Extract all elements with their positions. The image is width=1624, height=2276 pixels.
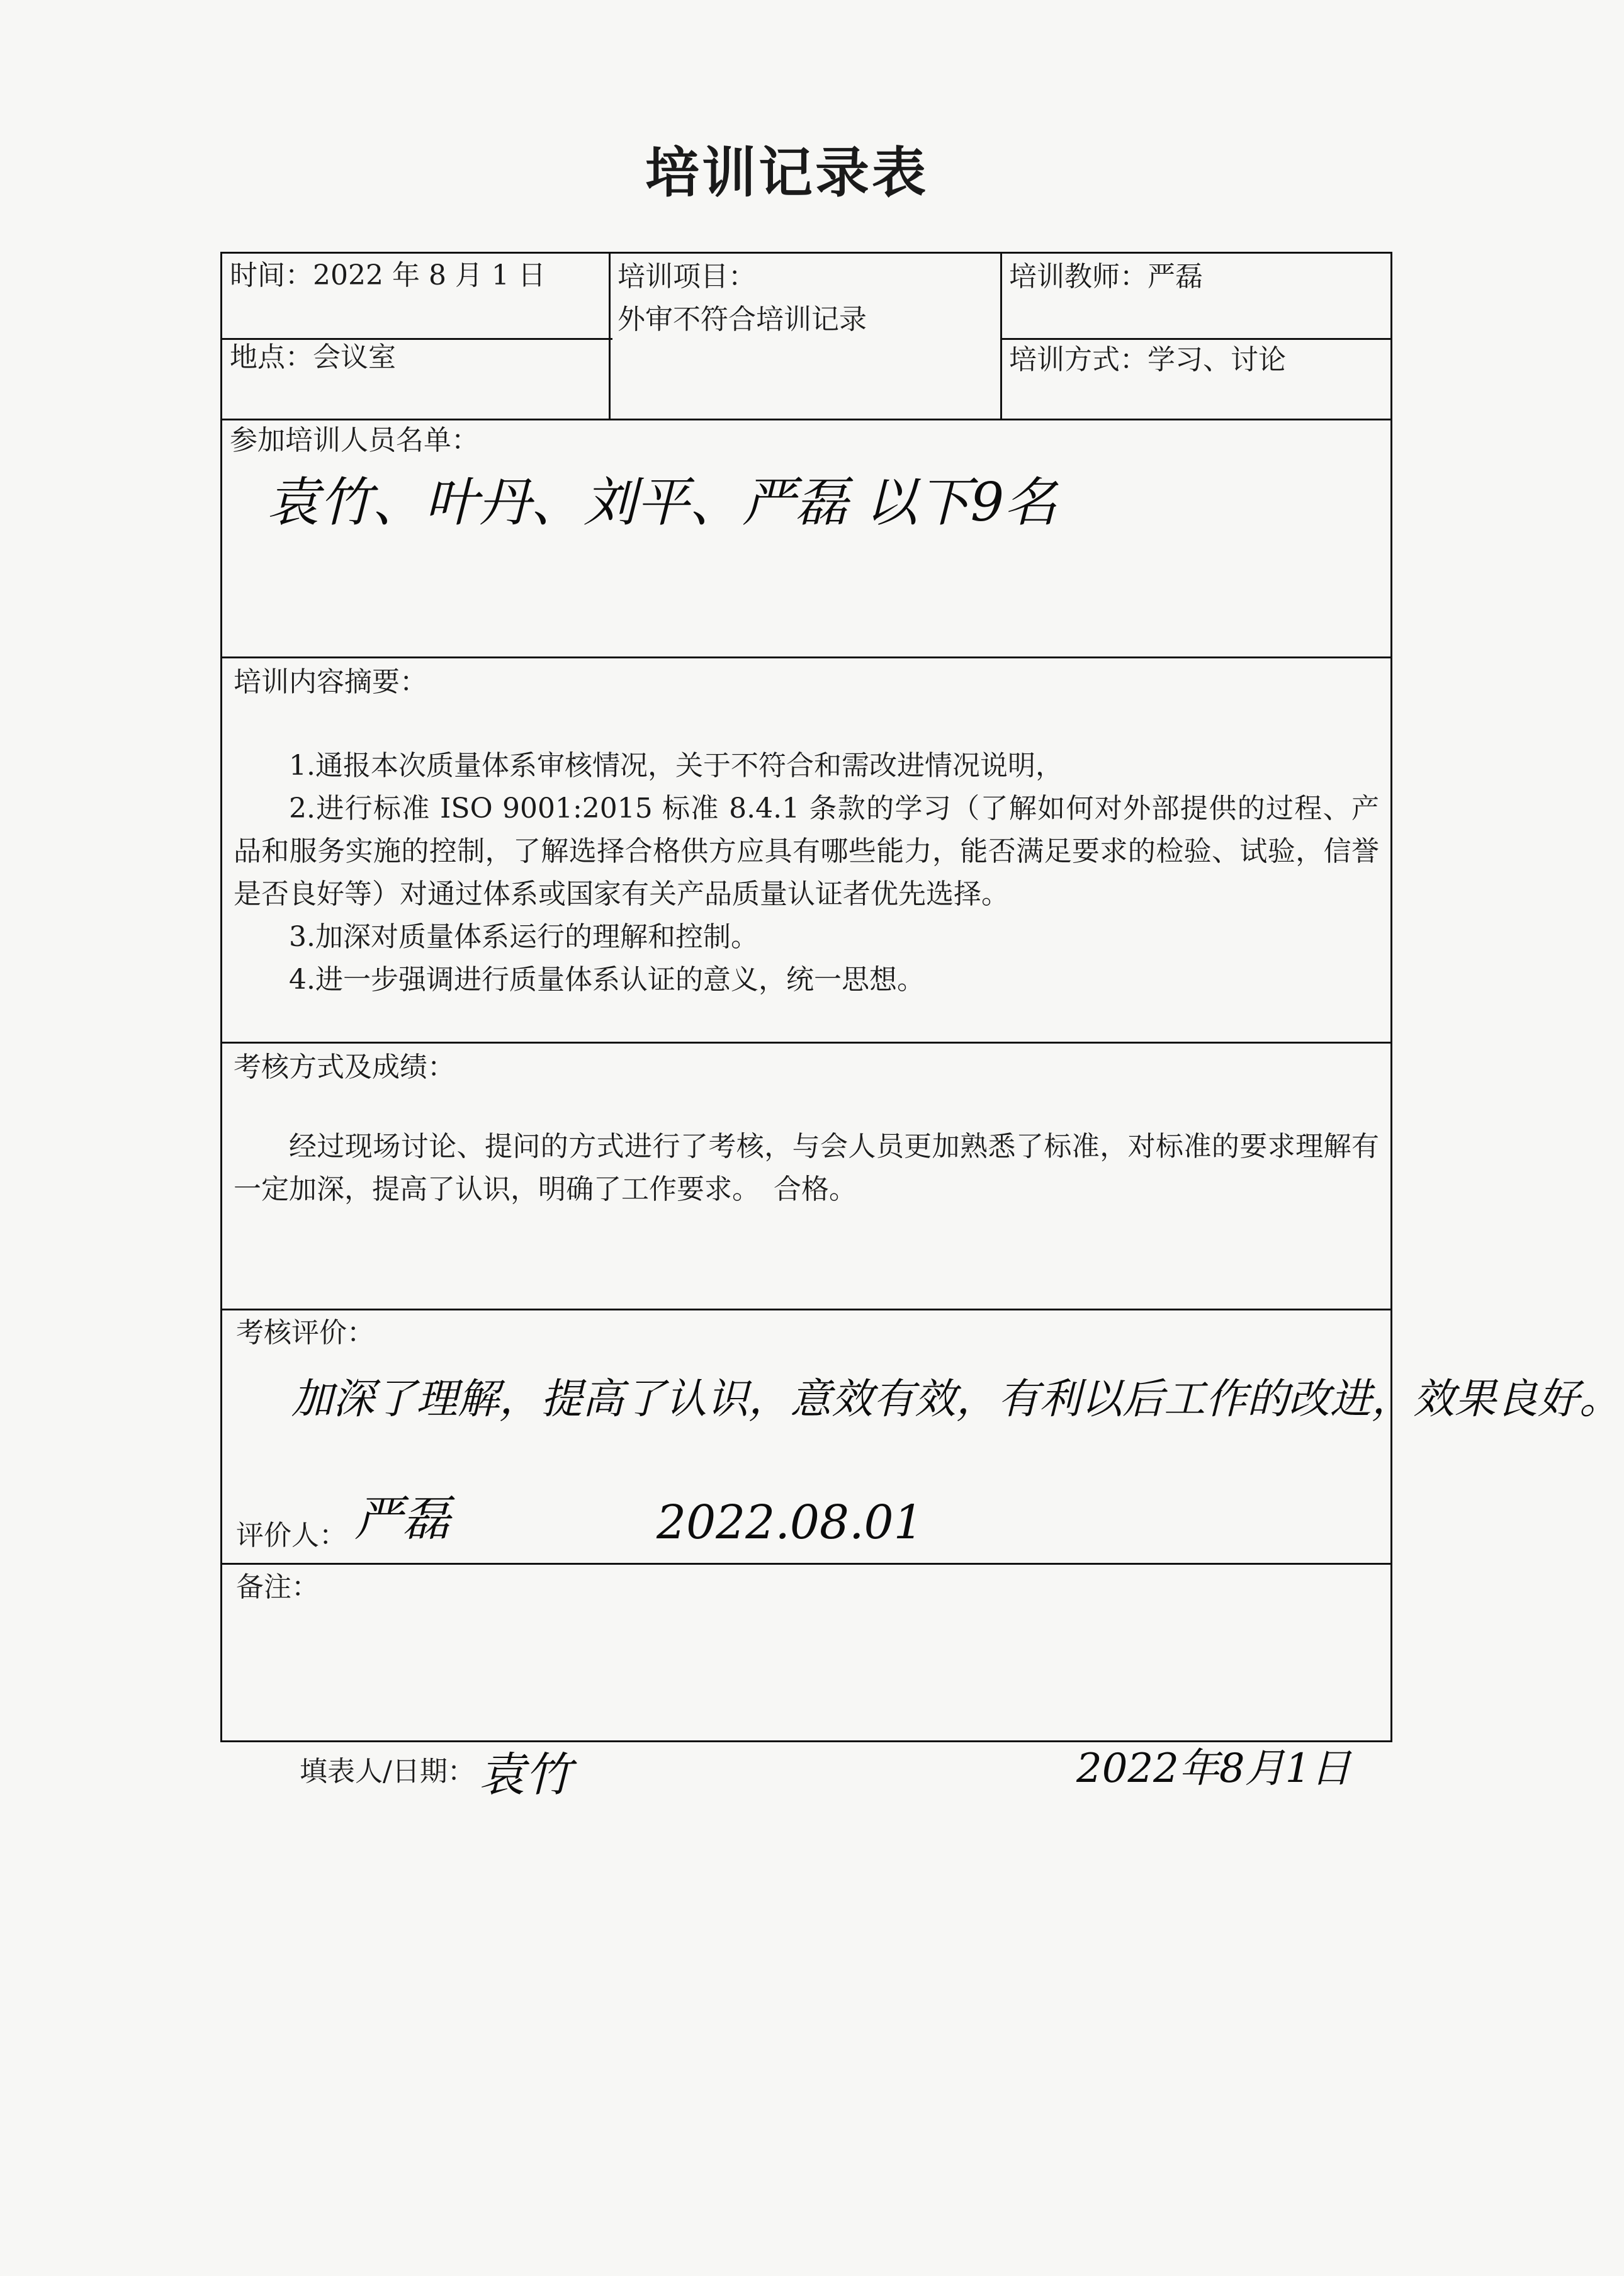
project-label: 培训项目：	[617, 261, 756, 293]
row-divider	[222, 1563, 1390, 1565]
time-cell	[230, 254, 546, 298]
evaluation-label: 考核评价：	[236, 1317, 375, 1349]
filler-date: 2022年8月1日	[1076, 1745, 1351, 1792]
page-title: 培训记录表	[645, 142, 928, 205]
teacher-label: 培训教师：	[1009, 261, 1148, 293]
time-label: 时间：	[230, 259, 313, 291]
summary-item-3: 3.加深对质量体系运行的理解和控制。	[289, 921, 758, 953]
location-label: 地点：	[230, 341, 313, 373]
remarks-label: 备注：	[236, 1571, 319, 1603]
participants-handwritten: 袁竹、叶丹、刘平、严磊 以下9名	[266, 471, 1057, 533]
location-value: 会议室	[313, 341, 396, 373]
evaluator-signature: 严磊	[354, 1490, 450, 1546]
row-divider	[222, 656, 1390, 658]
location-cell	[230, 335, 396, 380]
column-divider	[1000, 254, 1002, 419]
summary-item-1: 1.通报本次质量体系审核情况，关于不符合和需改进情况说明，	[289, 750, 1063, 782]
summary-item-4: 4.进一步强调进行质量体系认证的意义，统一思想。	[289, 964, 925, 996]
column-divider	[609, 254, 611, 419]
project-value: 外审不符合培训记录	[617, 303, 867, 335]
filler-label: 填表人/日期：	[300, 1755, 475, 1788]
summary-label: 培训内容摘要：	[234, 666, 427, 698]
evaluator-label: 评价人：	[236, 1519, 347, 1552]
assessment-label: 考核方式及成绩：	[234, 1051, 455, 1083]
method-label: 培训方式：	[1009, 344, 1148, 376]
teacher-value: 严磊	[1148, 261, 1203, 293]
method-value: 学习、讨论	[1148, 344, 1286, 376]
evaluation-handwritten: 加深了理解，提高了认识，意效有效，有利以后工作的改进，效果良好。	[291, 1375, 1621, 1423]
filler-signature: 袁竹	[478, 1748, 572, 1802]
method-cell	[1009, 338, 1286, 382]
assessment-text: 经过现场讨论、提问的方式进行了考核，与会人员更加熟悉了标准，对标准的要求理解有一定加深，提高了认识，明确了工作要求。 合格。	[234, 1130, 1379, 1205]
training-record-table	[220, 252, 1621, 1742]
time-value: 2022 年 8 月 1 日	[313, 259, 546, 291]
row-divider	[222, 1042, 1390, 1044]
teacher-cell	[1009, 255, 1203, 299]
summary-item-2: 2.进行标准 ISO 9001:2015 标准 8.4.1 条款的学习（了解如何对外部提供的过程、产品和服务实施的控制，了解选择合格供方应具有哪些能力，能否满足要求的检验、试验，信誉是否良好等）对通过体系或国家有关产品质量认证者优先选择。	[234, 792, 1379, 910]
participants-label: 参加培训人员名单：	[230, 424, 479, 456]
row-divider	[222, 1309, 1390, 1310]
evaluator-date: 2022.08.01	[657, 1496, 923, 1550]
